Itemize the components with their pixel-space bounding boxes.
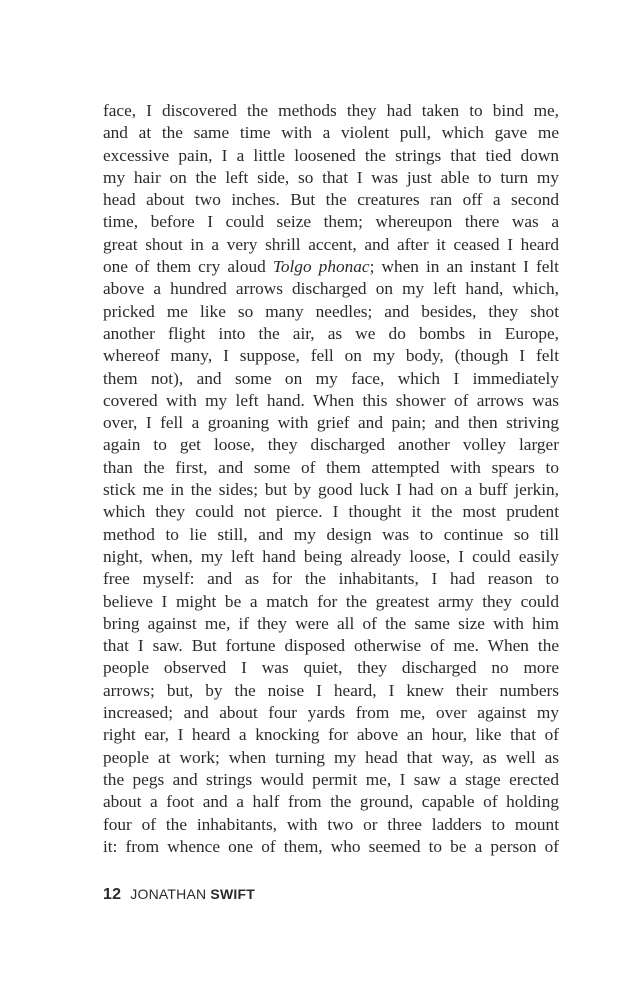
text-line: above a hundred arrows discharged on my left hand, which, (103, 279, 559, 299)
text-line: increased; and about four yards from me, over against my (103, 703, 559, 723)
running-footer (103, 886, 255, 904)
text-line: my hair on the left side, so that I was just able to turn my (103, 167, 559, 187)
text-line: night, when, my left hand being already loose, I could easily (103, 546, 559, 566)
text-line: another flight into the air, as we do bombs in Europe, (103, 323, 559, 343)
text-line: right ear, I heard a knocking for above an hour, like that of (103, 725, 559, 745)
text-line: head about two inches. But the creatures ran off a second (103, 190, 559, 210)
text-line: free myself: and as for the inhabitants, I had reason to (103, 569, 559, 589)
text-line: covered with my left hand. When this shower of arrows was (103, 390, 559, 410)
text-line: people at work; when turning my head that way, as well as (103, 747, 559, 767)
text-run: ; when in an instant I felt (369, 257, 559, 277)
text-line: bring against me, if they were all of the same size with him (103, 613, 559, 633)
text-line: time, before I could seize them; whereupon there was a (103, 212, 559, 232)
text-line: method to lie still, and my design was to continue so till (103, 524, 559, 544)
text-line: great shout in a very shrill accent, and after it ceased I heard (103, 234, 559, 254)
text-line: stick me in the sides; but by good luck I had on a buff jerkin, (103, 480, 559, 500)
text-line: them not), and some on my face, which I immediately (103, 368, 559, 388)
text-line: about a foot and a half from the ground, capable of holding (103, 792, 559, 812)
page-number: 12 (103, 886, 122, 903)
text-line: face, I discovered the methods they had taken to bind me, (103, 101, 559, 120)
text-run: one of them cry aloud (103, 257, 273, 277)
text-line: four of the inhabitants, with two or three ladders to mount (103, 814, 559, 834)
text-line: excessive pain, I a little loosened the strings that tied down (103, 145, 559, 165)
text-line: over, I fell a groaning with grief and pain; and then striving (103, 413, 559, 433)
text-line: whereof many, I suppose, fell on my body, (though I felt (103, 346, 559, 366)
body-text (103, 100, 559, 858)
italic-phrase: Tolgo phonac (272, 257, 370, 277)
text-line: which they could not pierce. I thought it the most prudent (103, 502, 559, 522)
text-line: again to get loose, they discharged another volley larger (103, 435, 559, 455)
text-line: the pegs and strings would permit me, I saw a stage erected (103, 769, 559, 789)
text-line: arrows; but, by the noise I heard, I knew their numbers (103, 680, 559, 700)
author-last-name: SWIFT (210, 886, 255, 902)
text-line: and at the same time with a violent pull, which gave me (103, 123, 559, 143)
text-line: believe I might be a match for the greatest army they could (103, 591, 559, 611)
text-line: it: from whence one of them, who seemed to be a person of (103, 836, 559, 856)
text-line (103, 256, 559, 278)
author-first-name: JONATHAN (130, 886, 207, 902)
text-line: pricked me like so many needles; and besides, they shot (103, 301, 559, 321)
text-line: than the first, and some of them attempted with spears to (103, 457, 559, 477)
text-line: people observed I was quiet, they discharged no more (103, 658, 559, 678)
text-line: that I saw. But fortune disposed otherwise of me. When the (103, 636, 559, 656)
